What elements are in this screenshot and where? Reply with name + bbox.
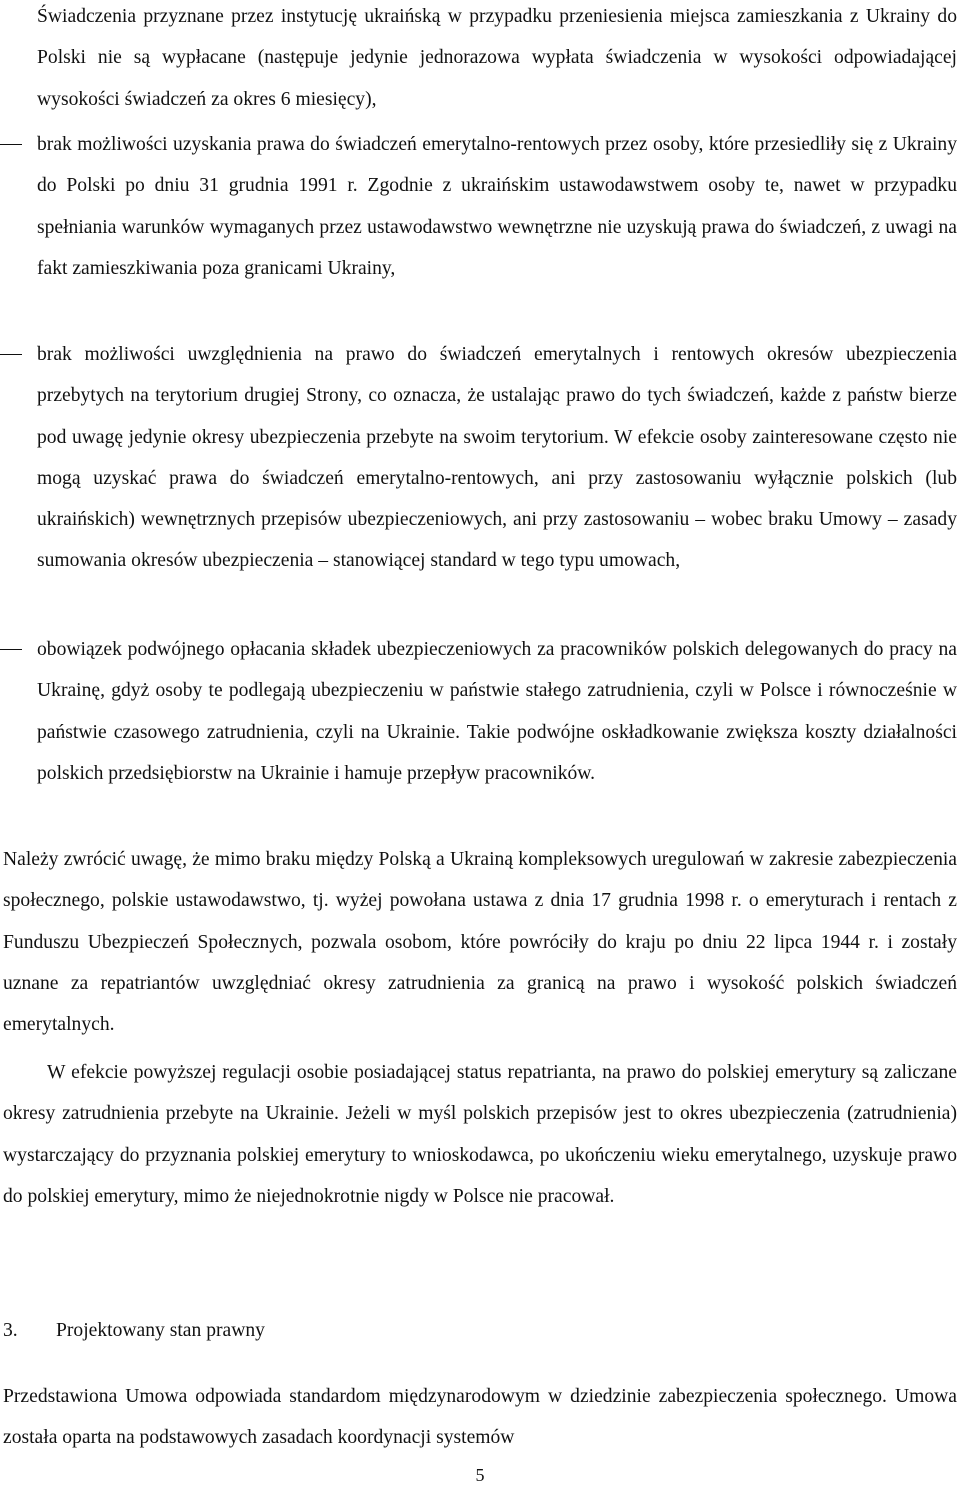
dash-bullet-icon [0,649,22,650]
list-item [37,124,957,289]
list-item [37,629,957,794]
list-item-text: obowiązek podwójnego opłacania składek ubezpieczeniowych za pracowników polskich delegowanych do pracy na Ukrainę, gdyż osoby te podlegają ubezpieczeniu w państwie stałego zatrudnienia, czyli w Polsce i równocześnie w państwie czasowego zatrudnienia, czyli na Ukrainie. Takie podwójne oskładkowanie zwiększa koszty działalności polskich przedsiębiorstw na Ukrainie i hamuje przepływ pracowników. [37,639,957,784]
section-number: 3. [3,1320,18,1341]
page-number: 5 [475,1465,485,1485]
body-paragraph: W efekcie powyższej regulacji osobie posiadającej status repatrianta, na prawo do polskiej emerytury są zaliczane okresy zatrudnienia przebyte na Ukrainie. Jeżeli w myśl polskich przepisów jest to okres ubezpieczenia (zatrudnienia) wystarczający do przyznania polskiej emerytury to wnioskodawca, po ukończeniu wieku emerytalnego, uzyskuje prawo do polskiej emerytury, mimo że niejednokrotnie nigdy w Polsce nie pracował. [3,1062,957,1207]
list-item [37,334,957,582]
continuation-paragraph: Świadczenia przyznane przez instytucję ukraińską w przypadku przeniesienia miejsca zamieszkania z Ukrainy do Polski nie są wypłacane (następuje jedynie jednorazowa wypłata świadczenia w wysokości odpowiadającej wysokości świadczeń za okres 6 miesięcy), [37,6,957,110]
list-item-text: brak możliwości uwzględnienia na prawo do świadczeń emerytalnych i rentowych okresów ubezpieczenia przebytych na terytorium drugiej Strony, co oznacza, że ustalając prawo do tych świadczeń, każde z państw bierze pod uwagę jedynie okresy ubezpieczenia przebyte na swoim terytorium. W efekcie osoby zainteresowane często nie mogą uzyskać prawa do świadczeń emerytalno-rentowych, ani przy zastosowaniu wyłącznie polskich (lub ukraińskich) wewnętrznych przepisów ubezpieczeniowych, ani przy zastosowaniu – wobec braku Umowy – zasady sumowania okresów ubezpieczenia – stanowiącej standard w tego typu umowach, [37,344,957,572]
section-title: Projektowany stan prawny [56,1320,265,1341]
section-heading [3,1314,703,1348]
dash-bullet-icon [0,144,22,145]
dash-bullet-icon [0,354,22,355]
body-paragraph: Należy zwrócić uwagę, że mimo braku między Polską a Ukrainą kompleksowych uregulowań w zakresie zabezpieczenia społecznego, polskie ustawodawstwo, tj. wyżej powołana ustawa z dnia 17 grudnia 1998 r. o emeryturach i rentach z Funduszu Ubezpieczeń Społecznych, pozwala osobom, które powróciły do kraju po dniu 22 lipca 1944 r. i zostały uznane za repatriantów uwzględniać okresy zatrudnienia za granicą na prawo i wysokość polskich świadczeń emerytalnych. [3,849,957,1036]
body-paragraph: Przedstawiona Umowa odpowiada standardom międzynarodowym w dziedzinie zabezpieczenia społecznego. Umowa została oparta na podstawowych zasadach koordynacji systemów [3,1386,957,1449]
list-item-text: brak możliwości uzyskania prawa do świadczeń emerytalno-rentowych przez osoby, które przesiedliły się z Ukrainy do Polski po dniu 31 grudnia 1991 r. Zgodnie z ukraińskim ustawodawstwem osoby te, nawet w przypadku spełniania warunków wymaganych przez ustawodawstwo wewnętrzne nie uzyskują prawa do świadczeń, z uwagi na fakt zamieszkiwania poza granicami Ukrainy, [37,134,957,279]
